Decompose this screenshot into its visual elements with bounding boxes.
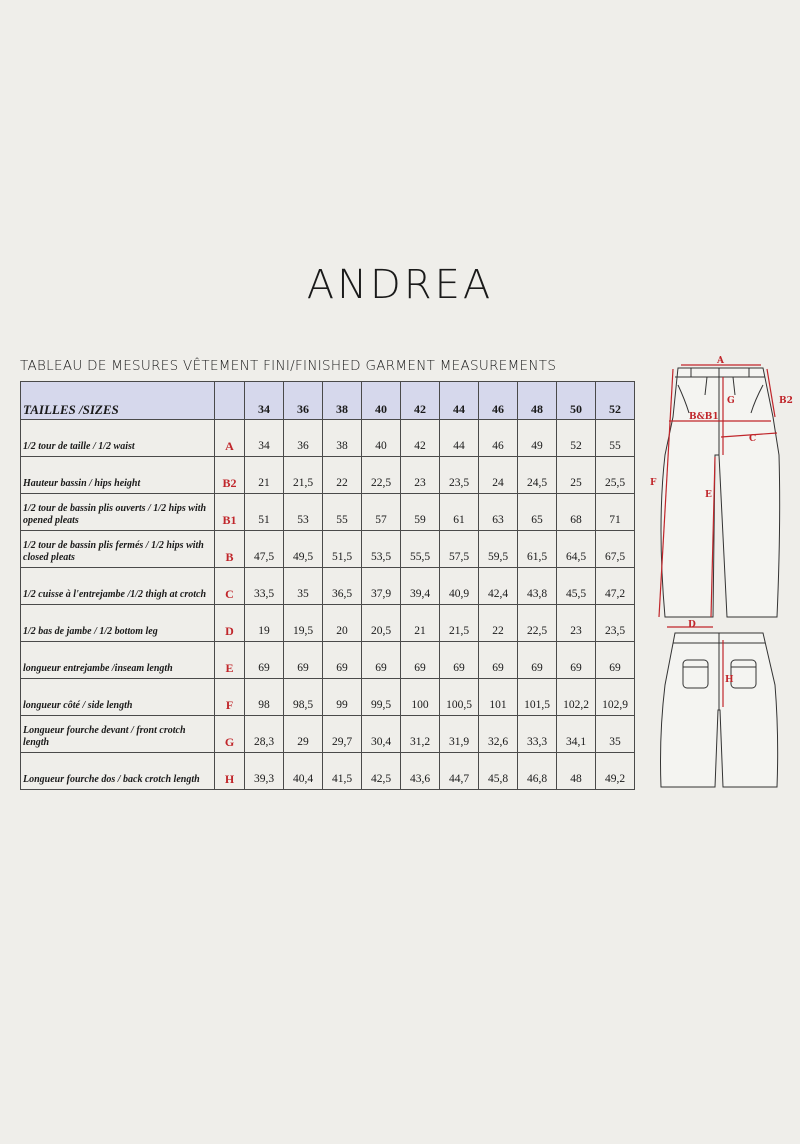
measurement-value: 61,5 — [518, 531, 557, 568]
table-row — [21, 568, 635, 605]
size-header: 52 — [596, 382, 635, 420]
measurement-value: 61 — [440, 494, 479, 531]
measurement-value: 31,9 — [440, 716, 479, 753]
trouser-diagram — [645, 355, 795, 795]
measurement-value: 23,5 — [596, 605, 635, 642]
measurement-value: 69 — [518, 642, 557, 679]
measurement-value: 20,5 — [362, 605, 401, 642]
diagram-label-d: D — [688, 620, 696, 630]
measurement-value: 21 — [245, 457, 284, 494]
measurement-value: 64,5 — [557, 531, 596, 568]
table-row — [21, 753, 635, 790]
measurement-label: 1/2 bas de jambe / 1/2 bottom leg — [21, 605, 215, 642]
table-row — [21, 420, 635, 457]
measurement-value: 69 — [440, 642, 479, 679]
measurement-code: F — [215, 679, 245, 716]
measurement-label: 1/2 tour de bassin plis ouverts / 1/2 hips with opened pleats — [21, 494, 215, 531]
measurement-value: 48 — [557, 753, 596, 790]
diagram-label-bb1: B&B1 — [689, 412, 719, 422]
measurement-label: 1/2 tour de taille / 1/2 waist — [21, 420, 215, 457]
measurement-value: 38 — [323, 420, 362, 457]
measurement-value: 57 — [362, 494, 401, 531]
measurement-label: Longueur fourche devant / front crotch length — [21, 716, 215, 753]
measurement-value: 68 — [557, 494, 596, 531]
measurement-value: 41,5 — [323, 753, 362, 790]
measurement-value: 36 — [284, 420, 323, 457]
measurement-value: 34 — [245, 420, 284, 457]
measurement-value: 40 — [362, 420, 401, 457]
measurement-value: 100 — [401, 679, 440, 716]
measurement-value: 69 — [479, 642, 518, 679]
measurement-code: B — [215, 531, 245, 568]
measurement-label: 1/2 cuisse à l'entrejambe /1/2 thigh at crotch — [21, 568, 215, 605]
measurement-value: 49,5 — [284, 531, 323, 568]
measurement-value: 22,5 — [362, 457, 401, 494]
measurement-value: 99,5 — [362, 679, 401, 716]
measurement-value: 24 — [479, 457, 518, 494]
measurement-label: Longueur fourche dos / back crotch length — [21, 753, 215, 790]
measurement-value: 42,5 — [362, 753, 401, 790]
measurement-value: 25 — [557, 457, 596, 494]
measurement-value: 55 — [596, 420, 635, 457]
measurement-value: 43,8 — [518, 568, 557, 605]
measurement-value: 31,2 — [401, 716, 440, 753]
size-header: 50 — [557, 382, 596, 420]
measurement-value: 101,5 — [518, 679, 557, 716]
measurement-value: 69 — [284, 642, 323, 679]
size-header: 34 — [245, 382, 284, 420]
measurement-value: 45,8 — [479, 753, 518, 790]
diagram-label-b2: B2 — [779, 396, 793, 406]
measurement-value: 42 — [401, 420, 440, 457]
diagram-label-f: F — [650, 478, 657, 488]
size-header: 42 — [401, 382, 440, 420]
diagram-label-a: A — [717, 356, 724, 366]
table-row — [21, 679, 635, 716]
measurement-value: 46 — [479, 420, 518, 457]
measurement-value: 35 — [596, 716, 635, 753]
measurement-value: 19,5 — [284, 605, 323, 642]
size-header: 38 — [323, 382, 362, 420]
measurement-value: 22 — [479, 605, 518, 642]
measurement-value: 99 — [323, 679, 362, 716]
measurement-value: 47,5 — [245, 531, 284, 568]
measurement-code: A — [215, 420, 245, 457]
measurement-code: E — [215, 642, 245, 679]
measurement-label: longueur côté / side length — [21, 679, 215, 716]
measurement-value: 25,5 — [596, 457, 635, 494]
measurement-code: B1 — [215, 494, 245, 531]
measurement-value: 30,4 — [362, 716, 401, 753]
table-row — [21, 494, 635, 531]
measurement-code: C — [215, 568, 245, 605]
measurement-value: 55,5 — [401, 531, 440, 568]
table-subtitle: TABLEAU DE MESURES VÊTEMENT FINI/FINISHED GARMENT MEASUREMENTS — [20, 358, 557, 374]
size-table — [20, 381, 635, 790]
measurement-value: 71 — [596, 494, 635, 531]
diagram-label-g: G — [727, 396, 735, 406]
measurement-label: longueur entrejambe /inseam length — [21, 642, 215, 679]
measurement-value: 29 — [284, 716, 323, 753]
measurement-value: 20 — [323, 605, 362, 642]
diagram-label-e: E — [705, 490, 712, 500]
size-header: 48 — [518, 382, 557, 420]
measurement-value: 69 — [401, 642, 440, 679]
measurement-value: 23 — [401, 457, 440, 494]
size-header: 44 — [440, 382, 479, 420]
measurement-value: 39,4 — [401, 568, 440, 605]
measurement-value: 45,5 — [557, 568, 596, 605]
measurement-value: 69 — [362, 642, 401, 679]
measurement-value: 69 — [245, 642, 284, 679]
code-header-cell — [215, 382, 245, 420]
table-row — [21, 716, 635, 753]
measurement-value: 44 — [440, 420, 479, 457]
measurement-value: 32,6 — [479, 716, 518, 753]
measurement-value: 59,5 — [479, 531, 518, 568]
measurement-value: 43,6 — [401, 753, 440, 790]
table-row — [21, 642, 635, 679]
measurement-value: 102,9 — [596, 679, 635, 716]
measurement-value: 53 — [284, 494, 323, 531]
measurement-value: 21,5 — [284, 457, 323, 494]
measurement-value: 98 — [245, 679, 284, 716]
table-header-row — [21, 382, 635, 420]
measurement-value: 21,5 — [440, 605, 479, 642]
measurement-code: H — [215, 753, 245, 790]
measurement-value: 40,4 — [284, 753, 323, 790]
measurement-value: 52 — [557, 420, 596, 457]
diagram-label-c: C — [749, 434, 757, 444]
measurement-label: 1/2 tour de bassin plis fermés / 1/2 hips with closed pleats — [21, 531, 215, 568]
size-header: 40 — [362, 382, 401, 420]
measurement-code: B2 — [215, 457, 245, 494]
measurement-value: 44,7 — [440, 753, 479, 790]
measurement-value: 47,2 — [596, 568, 635, 605]
measurement-value: 55 — [323, 494, 362, 531]
measurement-value: 69 — [596, 642, 635, 679]
measurement-value: 57,5 — [440, 531, 479, 568]
measurement-value: 69 — [323, 642, 362, 679]
measurement-value: 40,9 — [440, 568, 479, 605]
measurement-label: Hauteur bassin / hips height — [21, 457, 215, 494]
table-row — [21, 531, 635, 568]
measurement-value: 35 — [284, 568, 323, 605]
measurement-value: 23 — [557, 605, 596, 642]
measurement-value: 67,5 — [596, 531, 635, 568]
measurement-value: 29,7 — [323, 716, 362, 753]
measurement-value: 28,3 — [245, 716, 284, 753]
measurement-value: 42,4 — [479, 568, 518, 605]
measurement-value: 33,3 — [518, 716, 557, 753]
measurement-value: 19 — [245, 605, 284, 642]
measurement-value: 23,5 — [440, 457, 479, 494]
measurement-value: 46,8 — [518, 753, 557, 790]
measurement-value: 21 — [401, 605, 440, 642]
table-row — [21, 605, 635, 642]
measurement-value: 101 — [479, 679, 518, 716]
diagram-label-h: H — [725, 675, 734, 685]
measurement-value: 49,2 — [596, 753, 635, 790]
measurement-value: 33,5 — [245, 568, 284, 605]
measurement-code: G — [215, 716, 245, 753]
measurement-value: 69 — [557, 642, 596, 679]
measurement-code: D — [215, 605, 245, 642]
measurement-value: 22 — [323, 457, 362, 494]
measurement-value: 24,5 — [518, 457, 557, 494]
measurement-value: 34,1 — [557, 716, 596, 753]
table-row — [21, 457, 635, 494]
size-header: 36 — [284, 382, 323, 420]
measurement-value: 37,9 — [362, 568, 401, 605]
measurement-value: 51,5 — [323, 531, 362, 568]
measurement-value: 100,5 — [440, 679, 479, 716]
measurement-value: 59 — [401, 494, 440, 531]
measurement-value: 36,5 — [323, 568, 362, 605]
measurement-value: 49 — [518, 420, 557, 457]
measurement-value: 63 — [479, 494, 518, 531]
measurement-value: 39,3 — [245, 753, 284, 790]
page-title: ANDREA — [306, 262, 494, 308]
measurement-value: 22,5 — [518, 605, 557, 642]
sizes-header-label: TAILLES /SIZES — [21, 382, 215, 420]
measurement-value: 102,2 — [557, 679, 596, 716]
size-header: 46 — [479, 382, 518, 420]
measurement-value: 65 — [518, 494, 557, 531]
measurement-value: 51 — [245, 494, 284, 531]
measurement-value: 98,5 — [284, 679, 323, 716]
measurement-value: 53,5 — [362, 531, 401, 568]
